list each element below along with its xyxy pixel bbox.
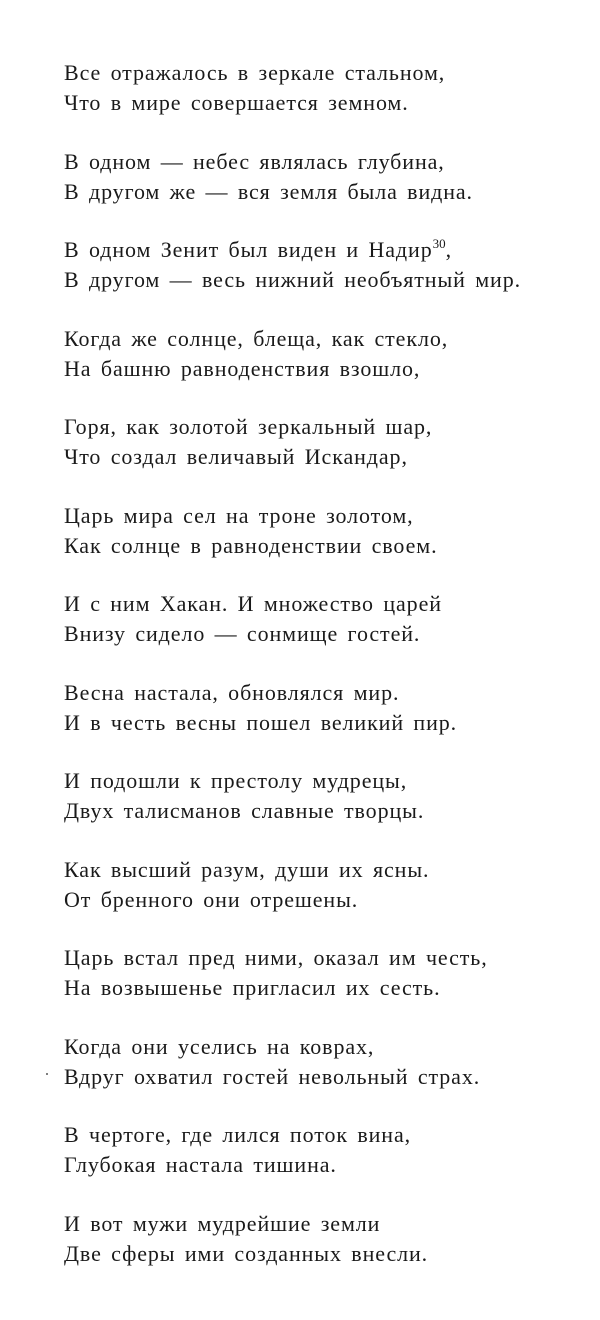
stanza	[64, 943, 594, 1003]
stanza	[64, 58, 594, 118]
poem-line: Царь встал пред ними, оказал им честь,	[64, 945, 488, 970]
poem-line: Две сферы ими созданных внесли.	[64, 1240, 429, 1266]
poem-line: Что создал величавый Искандар,	[64, 444, 408, 469]
poem-line: На башню равноденствия взошло,	[64, 355, 421, 381]
stanza	[64, 235, 594, 295]
poem-line: Как солнце в равноденствии своем.	[64, 532, 438, 558]
stanza	[64, 324, 594, 384]
print-speck	[46, 1073, 48, 1075]
poem-line: И в честь весны пошел великий пир.	[64, 709, 458, 735]
poem-text	[64, 58, 594, 1297]
poem-line: Как высший разум, души их ясны.	[64, 856, 430, 882]
stanza	[64, 412, 594, 472]
stanza	[64, 678, 594, 738]
poem-line: Глубокая настала тишина.	[64, 1152, 337, 1177]
poem-line: В другом же — вся земля была видна.	[64, 178, 473, 204]
stanza	[64, 147, 594, 207]
stanza	[64, 1032, 594, 1092]
poem-line-with-footnote: В одном Зенит был виден и Надир$^{30}$,	[64, 236, 453, 262]
poem-line: От бренного они отрешены.	[64, 886, 359, 912]
stanza	[64, 589, 594, 649]
poem-line: Вдруг охватил гостей невольный страх.	[64, 1063, 481, 1089]
poem-line: Горя, как золотой зеркальный шар,	[64, 414, 433, 439]
poem-line: Весна настала, обновлялся мир.	[64, 679, 400, 705]
poem-line: В одном — небес являлась глубина,	[64, 148, 445, 174]
poem-line: Когда же солнце, блеща, как стекло,	[64, 325, 449, 351]
stanza	[64, 1120, 594, 1180]
poem-line: Царь мира сел на троне золотом,	[64, 502, 414, 528]
poem-line: Когда они уселись на коврах,	[64, 1033, 375, 1059]
stanza	[64, 1209, 594, 1269]
stanza	[64, 855, 594, 915]
poem-line-text: В одном Зенит был виден и Надир	[64, 237, 433, 262]
poem-line: Внизу сидело — сонмище гостей.	[64, 621, 421, 646]
poem-line: В чертоге, где лился поток вина,	[64, 1122, 412, 1147]
poem-line: Двух талисманов славные творцы.	[64, 798, 425, 823]
poem-line: В другом — весь нижний необъятный мир.	[64, 267, 522, 292]
poem-line: Все отражалось в зеркале стальном,	[64, 60, 446, 85]
stanza	[64, 501, 594, 561]
stanza	[64, 766, 594, 826]
poem-line: Что в мире совершается земном.	[64, 90, 409, 115]
poem-line: И вот мужи мудрейшие земли	[64, 1210, 381, 1236]
poem-line: И с ним Хакан. И множество царей	[64, 591, 442, 616]
footnote-marker: 30	[432, 236, 446, 251]
poem-line: И подошли к престолу мудрецы,	[64, 768, 408, 793]
poem-line: На возвышенье пригласил их сесть.	[64, 975, 441, 1000]
